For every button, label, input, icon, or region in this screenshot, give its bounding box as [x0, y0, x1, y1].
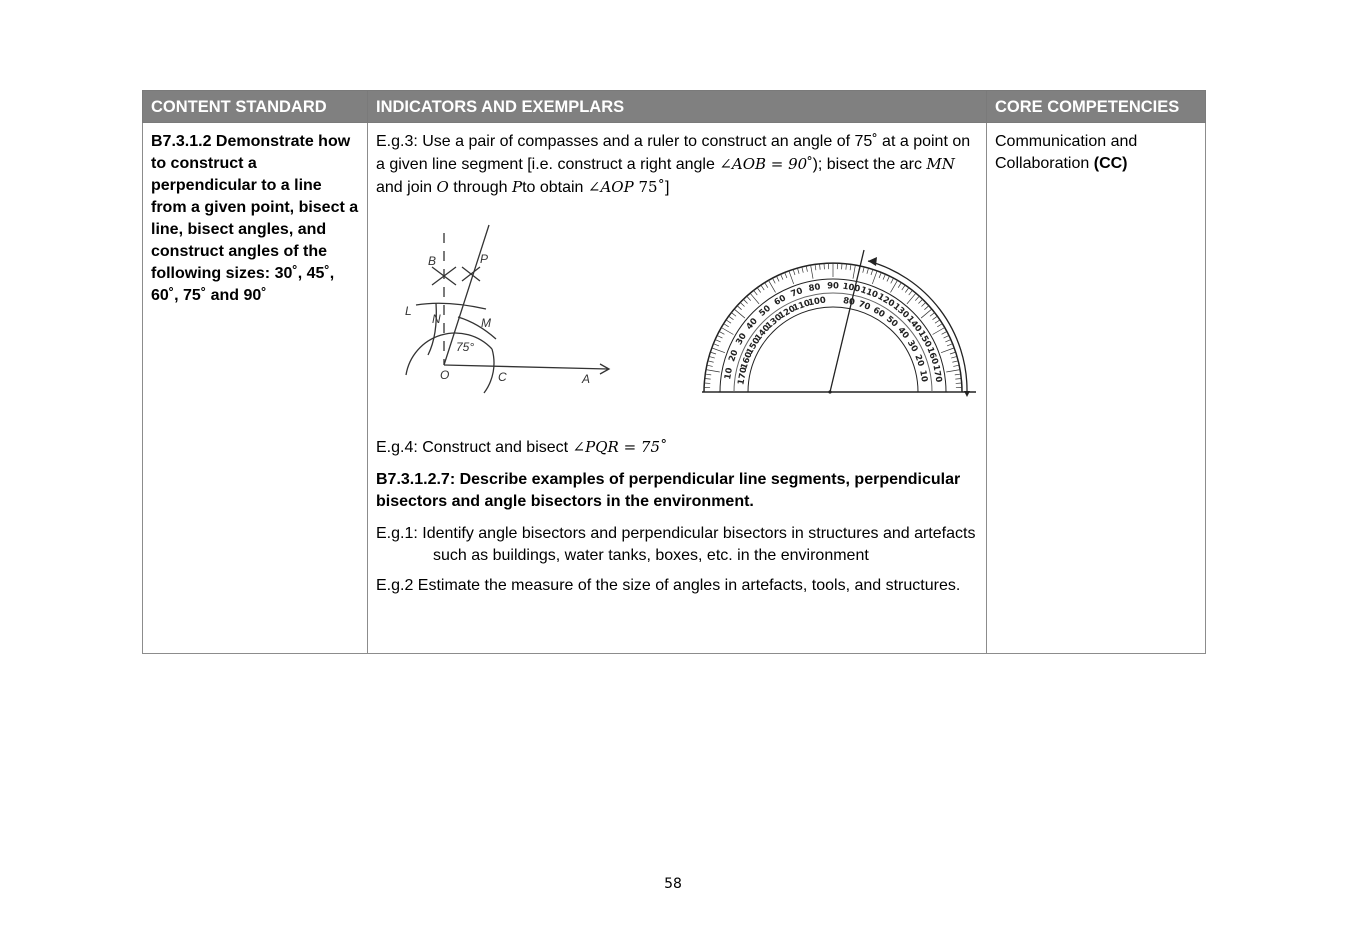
compass-construction-diagram: [406, 225, 609, 393]
protractor-scale-label: 80: [807, 282, 822, 295]
eg3-text-3: and join: [376, 179, 437, 196]
protractor-tick: [776, 276, 779, 281]
header-content-standard: CONTENT STANDARD: [143, 91, 368, 123]
protractor-tick: [909, 290, 913, 295]
eg3-text-1: E.g.3: Use a pair of compasses and a ruler to construct an angle of 75˚ at a point on a given line segment [i.e. construct a right angle: [376, 133, 971, 173]
protractor-tick: [710, 352, 716, 354]
eg4-text: E.g.4: Construct and bisect: [376, 439, 573, 456]
eg3-text-5: to obtain: [522, 179, 588, 196]
protractor-tick: [947, 344, 953, 346]
protractor-scale-label: 160: [924, 345, 940, 366]
protractor-inner-label: 30: [904, 338, 920, 354]
eg4-degree: ˚: [660, 438, 668, 456]
protractor-tick: [937, 324, 942, 327]
protractor-tick: [802, 267, 803, 273]
protractor-inner-label: 110: [791, 298, 812, 314]
protractor-tick: [898, 283, 901, 288]
protractor-inner-label: 170: [736, 366, 750, 386]
label-m: M: [481, 316, 491, 330]
protractor-tick: [717, 335, 722, 338]
protractor-scale-label: 120: [875, 291, 896, 310]
eg3-math-aob: ∠AOB = 90: [719, 155, 808, 173]
content-standard-cell: [143, 123, 368, 654]
protractor-inner-label: 40: [895, 325, 911, 341]
page-number: 58: [664, 876, 682, 892]
protractor-tick: [811, 265, 813, 279]
exemplar-4: [376, 436, 978, 459]
competency-text: Communication and Collaboration: [995, 133, 1138, 172]
protractor-inner-label: 20: [912, 353, 926, 368]
label-o: O: [440, 368, 450, 382]
protractor-scale-label: 110: [859, 285, 880, 301]
protractor-tick: [924, 306, 928, 310]
protractor-tick: [850, 264, 851, 270]
eg3-math-aop: ∠AOP: [587, 178, 634, 196]
protractor-tick: [815, 264, 816, 270]
protractor-tick: [951, 356, 957, 358]
protractor-tick: [820, 264, 821, 270]
protractor-scale-label: 150: [915, 329, 934, 350]
protractor-tick: [734, 309, 745, 318]
eg3-math-75: 75˚: [633, 178, 666, 196]
protractor-tick: [781, 274, 783, 279]
protractor-tick: [944, 335, 949, 338]
eg3-text-6: ]: [665, 179, 670, 196]
protractor-tick: [863, 267, 864, 273]
header-indicators-exemplars: INDICATORS AND EXEMPLARS: [368, 91, 987, 123]
protractor-diagram: [702, 250, 976, 397]
protractor-tick: [713, 344, 719, 346]
protractor-tick: [707, 365, 713, 366]
content-standard-text: B7.3.1.2 Demonstrate how to construct a perpendicular to a line from a given point, bisect a line, bisect angles, and construct angles of the following sizes: 30˚, 45˚, 60˚, 75˚ and 90˚: [151, 133, 359, 304]
protractor-tick: [789, 271, 794, 284]
protractor-tick: [706, 370, 720, 372]
protractor-tick: [941, 348, 954, 353]
protractor-tick: [726, 320, 731, 323]
protractor-scale-label: 20: [727, 348, 741, 364]
construction-and-protractor-figure: [376, 205, 976, 430]
protractor-tick: [731, 313, 736, 317]
protractor-tick: [867, 268, 869, 274]
protractor-inner-label: 160: [739, 350, 755, 371]
protractor-scale-label: 70: [789, 286, 805, 300]
protractor-inner-label: 140: [753, 323, 773, 344]
protractor-inner-label: 10: [917, 369, 930, 383]
protractor-tick: [902, 285, 905, 290]
protractor-inner-label: 150: [744, 336, 763, 357]
label-a: A: [582, 372, 591, 386]
protractor-tick: [765, 283, 768, 288]
protractor-tick: [921, 309, 932, 318]
protractor-inner-label: 70: [857, 299, 872, 313]
protractor-tick: [891, 278, 894, 283]
protractor-tick: [705, 374, 711, 375]
protractor-scale-label: 10: [723, 366, 736, 381]
protractor-tick: [905, 288, 909, 293]
protractor-tick: [705, 379, 711, 380]
protractor-tick: [797, 268, 799, 274]
label-n: N: [432, 312, 441, 326]
protractor-tick: [754, 290, 758, 295]
eg3-text-2: ˚); bisect the arc: [807, 156, 927, 173]
protractor-tick: [921, 302, 925, 306]
protractor-tick: [747, 296, 751, 300]
protractor-tick: [955, 379, 961, 380]
protractor-tick: [871, 269, 873, 275]
protractor-tick: [853, 265, 855, 279]
protractor-tick: [907, 293, 916, 304]
protractor-tick: [945, 340, 950, 342]
protractor-tick: [719, 331, 724, 334]
protractor-tick: [743, 299, 747, 303]
protractor-tick: [952, 361, 958, 362]
core-competencies-cell: [987, 123, 1206, 654]
protractor-tick: [715, 340, 720, 342]
protractor-scale-label: 130: [890, 301, 911, 321]
protractor-scale-label: 60: [772, 293, 788, 308]
protractor-tick: [772, 278, 775, 283]
indicator-b7-3-1-2-7: B7.3.1.2.7: Describe examples of perpendicular line segments, perpendicular bisectors and angle bisectors in the environment.: [376, 471, 961, 510]
protractor-tick: [915, 296, 919, 300]
protractor-scale-label: 90: [827, 281, 839, 292]
protractor-tick: [883, 274, 885, 279]
protractor-scale-label: 100: [841, 281, 861, 295]
protractor-tick: [708, 361, 714, 362]
exemplar-1: E.g.1: Identify angle bisectors and perpendicular bisectors in structures and artefacts such as buildings, water tanks, boxes, etc. in the environment: [376, 525, 976, 564]
protractor-tick: [750, 293, 759, 304]
protractor-inner-label: 50: [884, 314, 900, 330]
protractor-inner-label: 120: [777, 303, 798, 322]
protractor-tick: [879, 272, 881, 278]
protractor-tick: [872, 271, 877, 284]
protractor-tick: [918, 299, 922, 303]
protractor-tick: [930, 313, 935, 317]
table-header-row: [143, 91, 1206, 123]
label-angle: 75°: [456, 340, 475, 354]
protractor-inner-label: 80: [842, 295, 856, 308]
eg3-math-p: P: [511, 178, 523, 196]
competency-code: (CC): [1093, 155, 1128, 172]
header-core-competencies: CORE COMPETENCIES: [987, 91, 1206, 123]
protractor-tick: [712, 348, 725, 353]
indicators-cell: [368, 123, 987, 654]
label-b: B: [428, 254, 437, 268]
protractor-tick: [887, 276, 890, 281]
eg4-math: ∠PQR = 75: [572, 438, 660, 456]
protractor-scale-label: 170: [930, 364, 944, 384]
protractor-tick: [724, 324, 729, 327]
protractor-tick: [737, 306, 741, 310]
protractor-tick: [709, 356, 715, 358]
table-row: [143, 123, 1206, 654]
protractor-tick: [729, 316, 734, 320]
curriculum-table: [142, 90, 1206, 654]
protractor-scale-label: 140: [904, 314, 924, 335]
protractor-tick: [933, 316, 938, 320]
protractor-inner-label: 100: [807, 295, 827, 309]
label-l: L: [405, 304, 412, 318]
protractor-tick: [942, 331, 947, 334]
protractor-tick: [950, 352, 956, 354]
protractor-inner-label: 130: [764, 312, 785, 332]
protractor-scale-label: 40: [744, 316, 760, 332]
figures-row: [376, 205, 978, 430]
protractor-inner-label: 60: [871, 305, 887, 321]
protractor-tick: [793, 269, 795, 275]
exemplar-2: E.g.2 Estimate the measure of the size of angles in artefacts, tools, and structures.: [376, 577, 961, 594]
label-p: P: [480, 252, 489, 266]
label-c: C: [498, 370, 507, 384]
protractor-tick: [761, 285, 764, 290]
protractor-tick: [955, 374, 961, 375]
protractor-tick: [846, 264, 847, 270]
protractor-tick: [757, 288, 761, 293]
protractor-tick: [953, 365, 959, 366]
protractor-scale-label: 50: [757, 303, 773, 319]
protractor-scale-label: 30: [734, 331, 749, 347]
protractor-tick: [740, 302, 744, 306]
protractor-tick: [946, 370, 960, 372]
exemplar-3: [376, 131, 978, 199]
eg3-math-mn: MN: [926, 155, 955, 173]
protractor-tick: [785, 272, 787, 278]
eg3-text-4: through: [448, 179, 512, 196]
eg3-math-o: O: [436, 178, 449, 196]
protractor-tick: [935, 320, 940, 323]
protractor-tick: [806, 266, 807, 272]
